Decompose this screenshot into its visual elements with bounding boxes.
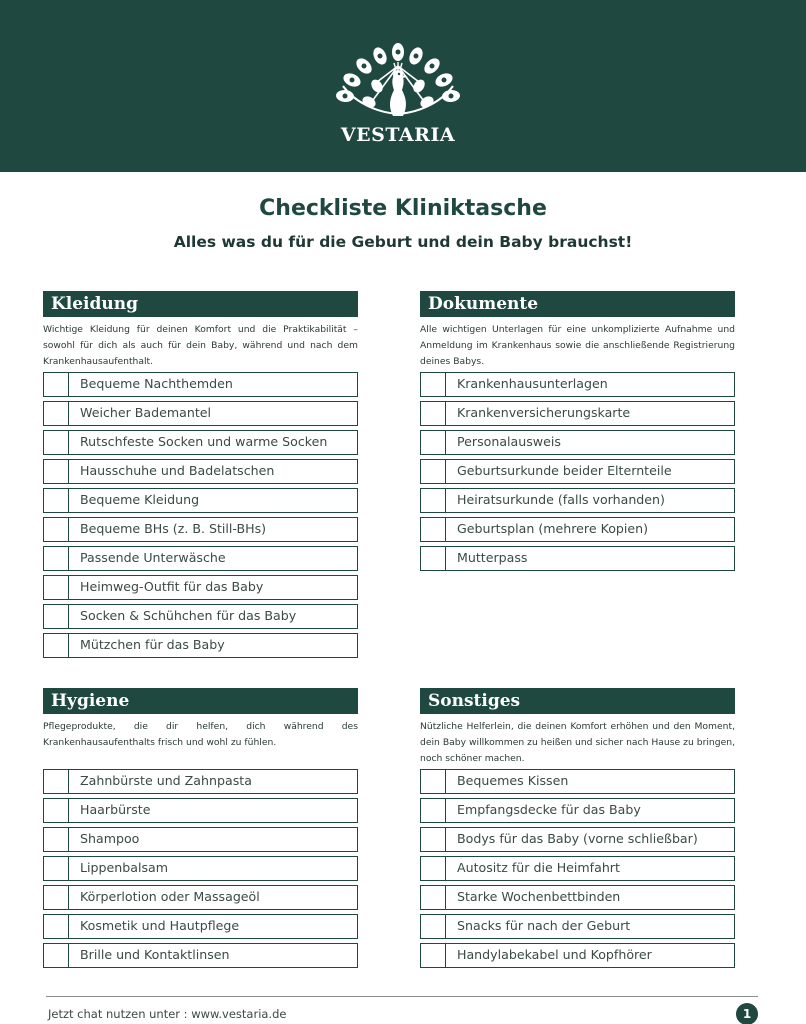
peacock-icon (333, 42, 463, 122)
page-title: Checkliste Kliniktasche (259, 196, 547, 221)
checkbox[interactable] (44, 634, 69, 657)
item-label: Bequemes Kissen (457, 773, 569, 788)
checklist (420, 372, 735, 575)
checklist-item (420, 827, 735, 852)
checklist-item (43, 517, 358, 542)
checklist-item (420, 914, 735, 939)
section-sonstiges (420, 688, 735, 962)
checklist-item (420, 459, 735, 484)
checkbox[interactable] (421, 431, 446, 454)
item-label: Passende Unterwäsche (80, 550, 226, 565)
page-subtitle: Alles was du für die Geburt und dein Baby brauchst! (173, 233, 633, 251)
checkbox[interactable] (421, 489, 446, 512)
checkbox[interactable] (44, 605, 69, 628)
checkbox[interactable] (421, 402, 446, 425)
checkbox[interactable] (421, 518, 446, 541)
checkbox[interactable] (44, 828, 69, 851)
item-label: Empfangsdecke für das Baby (457, 802, 641, 817)
checklist-item (43, 827, 358, 852)
section-description: Nützliche Helferlein, die deinen Komfort erhöhen und den Moment, dein Baby willkommen zu heißen und sicher nach Hause zu bringen, noch schöner machen. (420, 721, 735, 764)
item-label: Bequeme Kleidung (80, 492, 200, 507)
checklist-item (43, 459, 358, 484)
brand-name: VESTARIA (340, 124, 456, 146)
checkbox[interactable] (44, 944, 69, 967)
item-label: Geburtsurkunde beider Elternteile (457, 463, 672, 478)
section-description: Pflegeprodukte, die dir helfen, dich während des Krankenhausaufenthalts frisch und wohl zu fühlen. (43, 721, 358, 748)
checkbox[interactable] (44, 886, 69, 909)
page-header (0, 0, 806, 172)
checklist-item (43, 488, 358, 513)
checkbox[interactable] (421, 373, 446, 396)
section-hygiene (43, 688, 358, 962)
checkbox[interactable] (44, 547, 69, 570)
checklist-item (43, 401, 358, 426)
checklist-item (420, 769, 735, 794)
checklist (43, 769, 358, 972)
checkbox[interactable] (44, 402, 69, 425)
item-label: Körperlotion oder Massageöl (80, 889, 260, 904)
section-heading: Dokumente (420, 291, 735, 317)
item-label: Autositz für die Heimfahrt (457, 860, 620, 875)
checklist-item (43, 885, 358, 910)
checkbox[interactable] (421, 944, 446, 967)
item-label: Handylabekabel und Kopfhörer (457, 947, 652, 962)
section-heading: Sonstiges (420, 688, 735, 714)
item-label: Brille und Kontaktlinsen (80, 947, 230, 962)
item-label: Shampoo (80, 831, 140, 846)
item-label: Socken & Schühchen für das Baby (80, 608, 297, 623)
item-label: Personalausweis (457, 434, 561, 449)
page-number: 1 (736, 1003, 758, 1024)
checkbox[interactable] (44, 576, 69, 599)
item-label: Hausschuhe und Badelatschen (80, 463, 275, 478)
checkbox[interactable] (44, 915, 69, 938)
checkbox[interactable] (44, 799, 69, 822)
section-dokumente (420, 291, 735, 565)
item-label: Bodys für das Baby (vorne schließbar) (457, 831, 698, 846)
item-label: Rutschfeste Socken und warme Socken (80, 434, 328, 449)
checkbox[interactable] (421, 886, 446, 909)
checklist-item (420, 430, 735, 455)
checklist-item (420, 546, 735, 571)
checkbox[interactable] (44, 373, 69, 396)
item-label: Mützchen für das Baby (80, 637, 225, 652)
checklist-item (420, 372, 735, 397)
item-label: Lippenbalsam (80, 860, 168, 875)
footer-divider (46, 996, 758, 997)
checkbox[interactable] (44, 431, 69, 454)
item-label: Zahnbürste und Zahnpasta (80, 773, 252, 788)
checklist-item (43, 943, 358, 968)
checklist-item (420, 488, 735, 513)
checkbox[interactable] (44, 770, 69, 793)
item-label: Starke Wochenbettbinden (457, 889, 621, 904)
checkbox[interactable] (44, 460, 69, 483)
item-label: Kosmetik und Hautpflege (80, 918, 240, 933)
section-description: Alle wichtigen Unterlagen für eine unkomplizierte Aufnahme und Anmeldung im Krankenhaus sowie die anschließende Registrierung deines Babys. (420, 324, 735, 367)
checklist-item (43, 856, 358, 881)
checklist-item (43, 604, 358, 629)
item-label: Heiratsurkunde (falls vorhanden) (457, 492, 665, 507)
item-label: Haarbürste (80, 802, 151, 817)
item-label: Snacks für nach der Geburt (457, 918, 631, 933)
item-label: Krankenhausunterlagen (457, 376, 608, 391)
checkbox[interactable] (421, 857, 446, 880)
section-heading: Hygiene (43, 688, 358, 714)
checklist-item (43, 914, 358, 939)
section-description: Wichtige Kleidung für deinen Komfort und die Praktikabilität – sowohl für dich als auch für dein Baby, während und nach dem Krankenhausaufenthalt. (43, 324, 358, 367)
checklist-item (420, 798, 735, 823)
checkbox[interactable] (421, 799, 446, 822)
brand-logo (333, 42, 463, 152)
item-label: Krankenversicherungskarte (457, 405, 631, 420)
checkbox[interactable] (421, 828, 446, 851)
section-heading: Kleidung (43, 291, 358, 317)
checkbox[interactable] (44, 489, 69, 512)
checkbox[interactable] (421, 915, 446, 938)
checklist-item (420, 885, 735, 910)
checklist-item (43, 633, 358, 658)
checkbox[interactable] (421, 460, 446, 483)
checklist (420, 769, 735, 972)
checklist-item (43, 372, 358, 397)
checklist-item (43, 575, 358, 600)
checklist-item (420, 517, 735, 542)
item-label: Heimweg-Outfit für das Baby (80, 579, 264, 594)
checklist (43, 372, 358, 662)
item-label: Weicher Bademantel (80, 405, 212, 420)
checklist-item (420, 401, 735, 426)
checkbox[interactable] (44, 857, 69, 880)
checklist-item (43, 769, 358, 794)
checklist-item (43, 798, 358, 823)
section-kleidung (43, 291, 358, 652)
checkbox[interactable] (44, 518, 69, 541)
checklist-item (43, 546, 358, 571)
item-label: Mutterpass (457, 550, 528, 565)
checklist-item (420, 943, 735, 968)
checklist-item (420, 856, 735, 881)
checkbox[interactable] (421, 770, 446, 793)
footer-text: Jetzt chat nutzen unter : www.vestaria.de (48, 1007, 287, 1021)
checkbox[interactable] (421, 547, 446, 570)
item-label: Geburtsplan (mehrere Kopien) (457, 521, 649, 536)
item-label: Bequeme BHs (z. B. Still-BHs) (80, 521, 267, 536)
item-label: Bequeme Nachthemden (80, 376, 233, 391)
checklist-item (43, 430, 358, 455)
